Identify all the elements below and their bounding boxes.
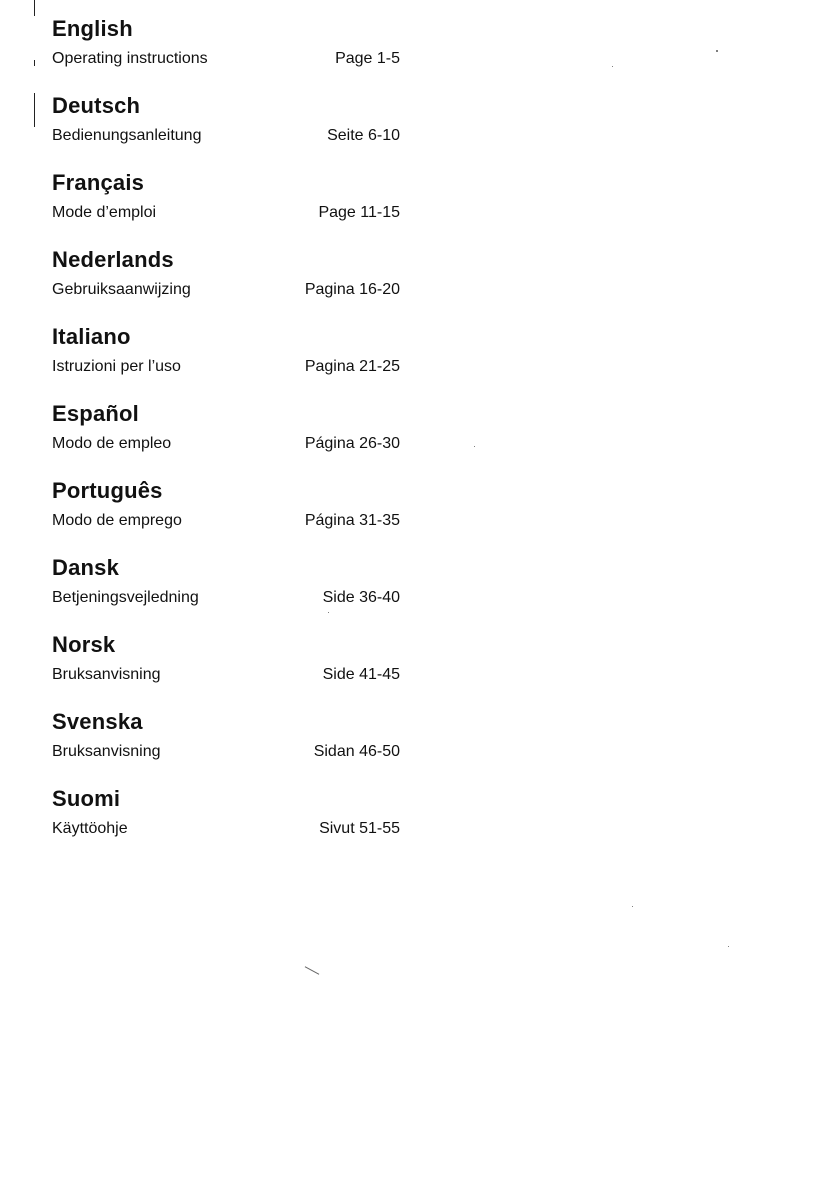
scan-speck [728,946,729,947]
manual-title: Modo de empleo [52,435,172,452]
toc-entry-suomi [52,784,412,861]
manual-title: Bruksanvisning [52,743,161,760]
page-range: Página 26-30 [304,435,400,452]
language-heading: Nederlands [52,247,174,272]
toc-entry-portugues [52,476,412,553]
toc-entry-nederlands [52,245,412,322]
scan-speck [474,446,475,447]
page-range: Pagina 16-20 [304,281,400,298]
language-heading: Português [52,478,163,503]
scan-speck [632,906,633,907]
language-heading: English [52,16,133,41]
toc-entry-francais [52,168,412,245]
language-heading: Suomi [52,786,121,811]
scan-edge-mark [34,60,35,66]
manual-title: Käyttöohje [52,820,128,837]
toc-entry-english [52,14,412,91]
toc-entry-svenska [52,707,412,784]
page-range: Side 41-45 [322,666,400,683]
page-range: Sidan 46-50 [313,743,400,760]
page-range: Page 11-15 [318,204,400,221]
scan-speck [716,50,718,52]
language-heading: Deutsch [52,93,141,118]
language-heading: Norsk [52,632,116,657]
manual-title: Gebruiksaanwijzing [52,281,191,298]
manual-title: Mode d’emploi [52,204,157,221]
manual-title: Modo de emprego [52,512,182,529]
page-range: Pagina 21-25 [304,358,400,375]
scan-speck [612,66,613,67]
page-range: Page 1-5 [335,50,400,67]
language-heading: Español [52,401,139,426]
scan-edge-mark [34,93,35,127]
manual-title: Operating instructions [52,50,208,67]
language-heading: Français [52,170,145,195]
page-range: Seite 6-10 [327,127,400,144]
toc-entry-dansk [52,553,412,630]
toc-entry-deutsch [52,91,412,168]
scan-edge-mark [34,0,35,16]
page-range: Side 36-40 [322,589,400,606]
table-of-contents [52,14,412,861]
language-heading: Dansk [52,555,120,580]
manual-title: Bruksanvisning [52,666,161,683]
language-heading: Svenska [52,709,143,734]
manual-title: Betjeningsvejledning [52,589,199,606]
toc-entry-italiano [52,322,412,399]
toc-entry-espanol [52,399,412,476]
manual-title: Istruzioni per l’uso [52,358,181,375]
language-heading: Italiano [52,324,131,349]
manual-title: Bedienungsanleitung [52,127,202,144]
page-range: Sivut 51-55 [319,820,400,837]
scan-scratch [305,966,320,974]
toc-entry-norsk [52,630,412,707]
page-range: Página 31-35 [304,512,400,529]
